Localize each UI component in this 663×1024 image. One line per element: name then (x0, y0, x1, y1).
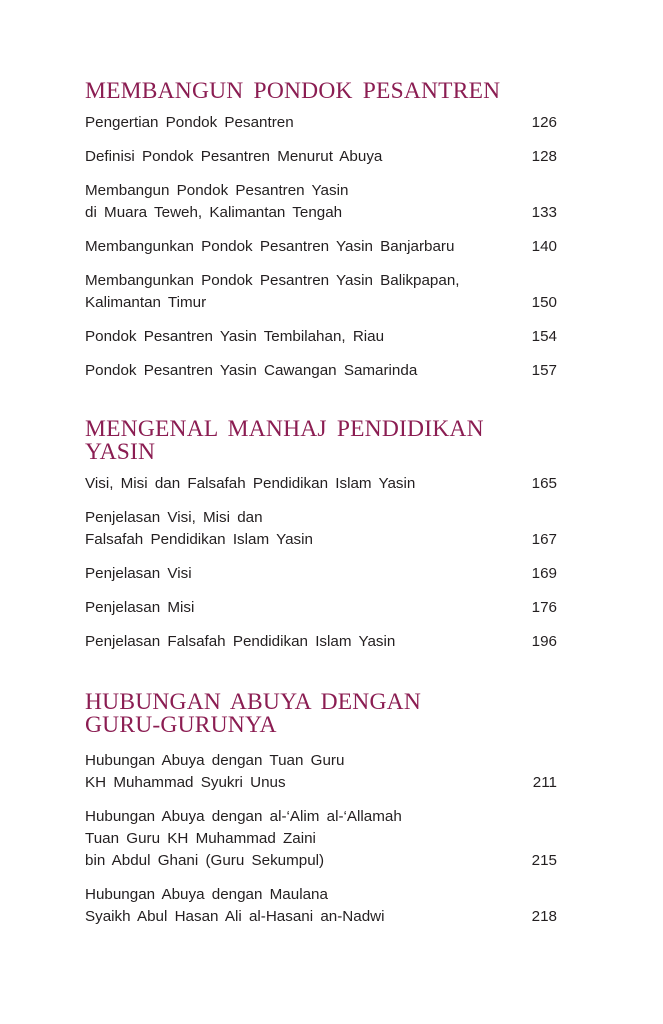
section-heading (85, 418, 557, 464)
page-number: 140 (531, 238, 557, 255)
page-number: 215 (531, 852, 557, 869)
entry-title: Penjelasan Visi (85, 565, 192, 582)
page-number: 167 (531, 531, 557, 548)
toc-entry (85, 750, 557, 794)
entry-title: Membangun Pondok Pesantren Yasin (85, 182, 349, 199)
page-number: 176 (531, 599, 557, 616)
page-number: 218 (531, 908, 557, 925)
toc-section-hubungan-abuya (85, 691, 557, 928)
toc-entry (85, 597, 557, 619)
page-number: 211 (532, 774, 557, 791)
entry-title: Kalimantan Timur (85, 294, 207, 311)
toc-entry (85, 146, 557, 168)
page-number: 150 (531, 294, 557, 311)
section-heading (85, 691, 557, 737)
page-number: 128 (531, 148, 557, 165)
section-heading-line: GURU-GURUNYA (85, 712, 277, 738)
toc-entry (85, 631, 557, 653)
section-heading (85, 80, 557, 103)
toc-entry (85, 360, 557, 382)
toc-entry (85, 270, 557, 314)
entry-title: Penjelasan Falsafah Pendidikan Islam Yasin (85, 633, 396, 650)
entry-title: Pondok Pesantren Yasin Tembilahan, Riau (85, 328, 385, 345)
page-number: 154 (531, 328, 557, 345)
entry-title: Tuan Guru KH Muhammad Zaini (85, 830, 316, 847)
entry-title: Membangunkan Pondok Pesantren Yasin Banjarbaru (85, 238, 455, 255)
page-number: 196 (531, 633, 557, 650)
toc-entry (85, 180, 557, 224)
page-number: 169 (531, 565, 557, 582)
toc-entry (85, 473, 557, 495)
table-of-contents (85, 80, 557, 940)
toc-entry (85, 326, 557, 348)
toc-section-membangun-pondok (85, 80, 557, 382)
entry-title: bin Abdul Ghani (Guru Sekumpul) (85, 852, 325, 869)
entry-title: Pengertian Pondok Pesantren (85, 114, 294, 131)
entry-title: Syaikh Abul Hasan Ali al-Hasani an-Nadwi (85, 908, 385, 925)
section-heading-line: HUBUNGAN ABUYA DENGAN (85, 689, 421, 715)
toc-entry (85, 507, 557, 551)
entry-title: Hubungan Abuya dengan Tuan Guru (85, 752, 345, 769)
section-heading-line: MENGENAL MANHAJ PENDIDIKAN YASIN (85, 416, 484, 465)
toc-entry (85, 236, 557, 258)
toc-entry (85, 112, 557, 134)
page-number: 126 (531, 114, 557, 131)
entry-title: di Muara Teweh, Kalimantan Tengah (85, 204, 343, 221)
entry-title: Definisi Pondok Pesantren Menurut Abuya (85, 148, 383, 165)
toc-entry (85, 563, 557, 585)
page-number: 157 (531, 362, 557, 379)
page-number: 165 (531, 475, 557, 492)
entry-title: Membangunkan Pondok Pesantren Yasin Balikpapan, (85, 272, 460, 289)
section-heading-line: MEMBANGUN PONDOK PESANTREN (85, 78, 501, 104)
entry-title: Falsafah Pendidikan Islam Yasin (85, 531, 313, 548)
entry-title: Pondok Pesantren Yasin Cawangan Samarinda (85, 362, 418, 379)
entry-title: Hubungan Abuya dengan Maulana (85, 886, 328, 903)
toc-entry (85, 884, 557, 928)
toc-section-mengenal-manhaj (85, 418, 557, 653)
entry-title: Hubungan Abuya dengan al-‘Alim al-‘Allamah (85, 808, 402, 825)
toc-entry (85, 806, 557, 872)
entry-title: Visi, Misi dan Falsafah Pendidikan Islam Yasin (85, 475, 416, 492)
entry-title: KH Muhammad Syukri Unus (85, 774, 286, 791)
entry-title: Penjelasan Misi (85, 599, 195, 616)
page-number: 133 (531, 204, 557, 221)
entry-title: Penjelasan Visi, Misi dan (85, 509, 263, 526)
